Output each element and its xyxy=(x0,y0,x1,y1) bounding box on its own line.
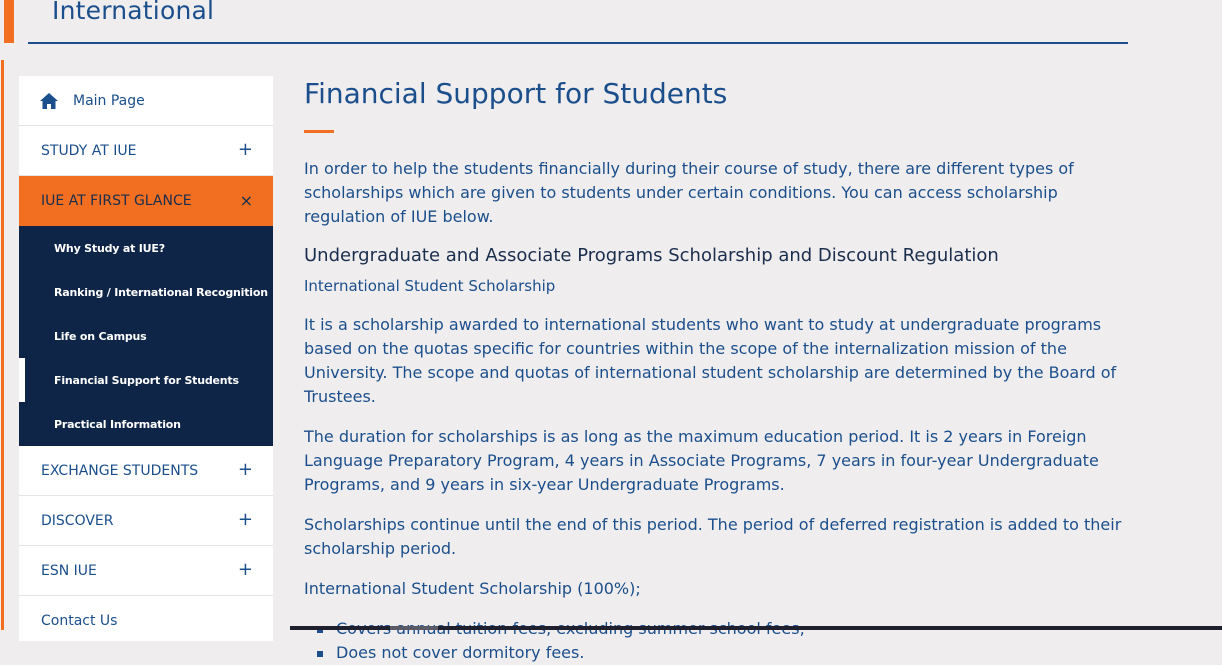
submenu-item-financial-support[interactable]: Financial Support for Students xyxy=(19,358,273,402)
sidebar-item-label: Contact Us xyxy=(41,612,118,629)
body-paragraph: It is a scholarship awarded to international students who want to study at undergraduate programs based on the quotas specific for countries within the scope of the internalization mission of the University. The scope and quotas of international student scholarship are determined by the Board of Trustees. xyxy=(304,315,1117,406)
sidebar-accent-line xyxy=(1,60,4,630)
sidebar-item-discover[interactable] xyxy=(19,496,273,546)
sidebar-item-label: STUDY AT IUE xyxy=(41,142,137,159)
close-icon[interactable]: × xyxy=(239,191,253,210)
sidebar-item-label: ESN IUE xyxy=(41,562,97,579)
sidebar-item-label: IUE AT FIRST GLANCE xyxy=(41,193,192,209)
sidebar-item-study-at-iue[interactable] xyxy=(19,126,273,176)
bottom-strip-highlight xyxy=(390,626,438,630)
sidebar-nav xyxy=(19,76,273,641)
scholarship-heading: International Student Scholarship xyxy=(304,277,556,295)
body-paragraph: Scholarships continue until the end of this period. The period of deferred registration is added to their scholarship period. xyxy=(304,515,1122,558)
coverage-list xyxy=(304,617,1124,665)
sidebar-item-contact-us[interactable] xyxy=(19,596,273,641)
main-content xyxy=(304,72,1124,665)
plus-icon[interactable]: + xyxy=(237,459,253,480)
submenu-item-why-study[interactable]: Why Study at IUE? xyxy=(54,241,165,255)
sidebar-item-main-page[interactable] xyxy=(19,76,273,126)
sidebar-item-exchange-students[interactable] xyxy=(19,446,273,496)
sidebar-item-label: Main Page xyxy=(73,92,145,109)
sidebar-item-iue-at-first-glance[interactable] xyxy=(19,176,273,226)
header-accent-bar xyxy=(4,0,14,43)
body-paragraph: The duration for scholarships is as long as the maximum education period. It is 2 years in Foreign Language Preparatory Program, 4 years in Associate Programs, 7 years in four-year Undergraduate Programs, and 9 years in six-year Undergraduate Programs. xyxy=(304,427,1099,494)
sidebar-item-label: DISCOVER xyxy=(41,512,114,529)
site-title[interactable]: International xyxy=(52,0,215,25)
page-title: Financial Support for Students xyxy=(304,77,728,110)
body-paragraph: International Student Scholarship (100%); xyxy=(304,579,641,598)
header-divider xyxy=(28,42,1128,44)
submenu-item-life-on-campus[interactable]: Life on Campus xyxy=(54,329,147,343)
submenu-item-practical-information[interactable]: Practical Information xyxy=(54,417,181,431)
plus-icon[interactable]: + xyxy=(237,139,253,160)
submenu-item-ranking[interactable]: Ranking / International Recognition xyxy=(54,285,268,299)
plus-icon[interactable]: + xyxy=(237,559,253,580)
intro-paragraph: In order to help the students financially during their course of study, there are different types of scholarships which are given to students under certain conditions. You can access scholarship regulation of IUE below. xyxy=(304,159,1074,226)
plus-icon[interactable]: + xyxy=(237,509,253,530)
submenu-iue-at-first-glance xyxy=(19,226,273,446)
title-underline xyxy=(304,130,334,133)
section-heading: Undergraduate and Associate Programs Scholarship and Discount Regulation xyxy=(304,245,999,266)
sidebar-item-label: EXCHANGE STUDENTS xyxy=(41,462,199,479)
list-item: Does not cover dormitory fees. xyxy=(304,641,1124,665)
sidebar-item-esn-iue[interactable] xyxy=(19,546,273,596)
home-icon xyxy=(39,92,59,110)
